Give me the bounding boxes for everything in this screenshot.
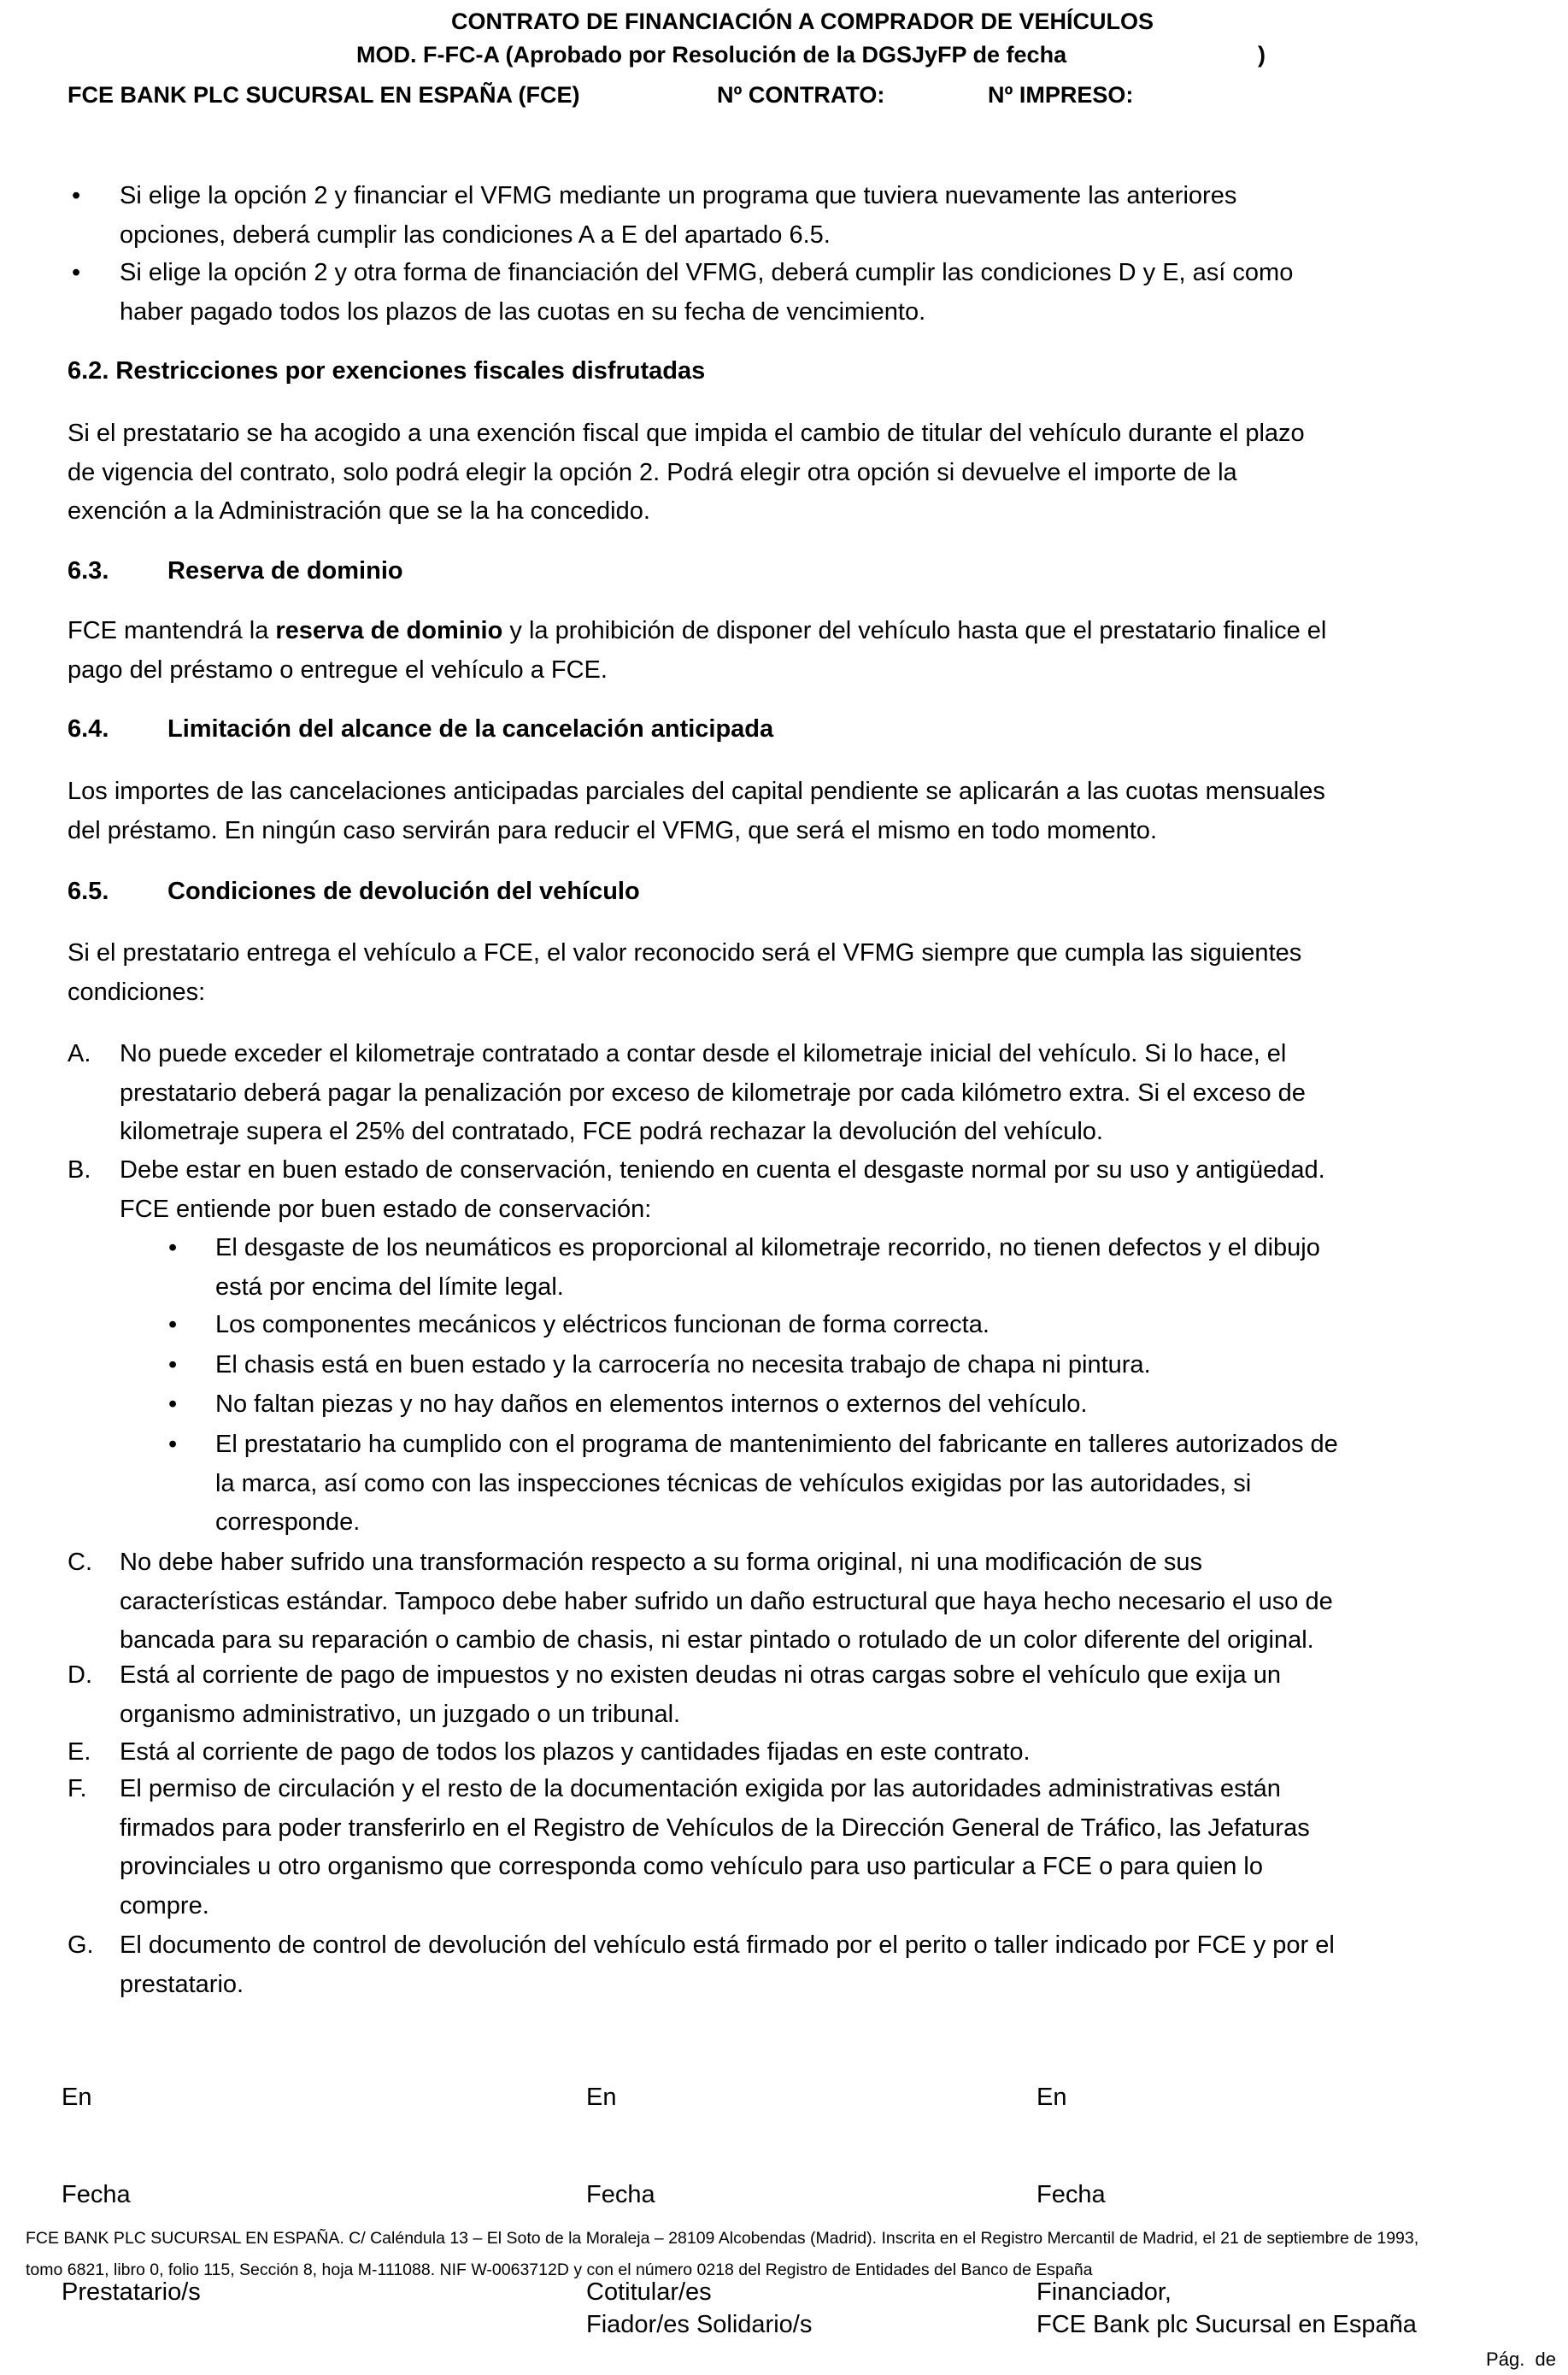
signature-place: En <box>586 2084 617 2111</box>
section-6-4-text: Los importes de las cancelaciones anticipadas parciales del capital pendiente se aplicarán a las cuotas mensuales del préstamo. En ningún caso servirán para reducir el VFMG, que será el mismo en todo momento. <box>68 778 1325 844</box>
footer-legal-line-1: FCE BANK PLC SUCURSAL EN ESPAÑA. C/ Caléndula 13 – El Soto de la Moraleja – 28109 Alcobendas (Madrid). Inscrita en el Registro Mercantil de Madrid, el 21 de septiembre de 1993, <box>26 2229 1419 2248</box>
bullet-item: Si elige la opción 2 y financiar el VFMG mediante un programa que tuviera nuevamente las anteriores opciones, deberá cumplir las condiciones A a E del apartado 6.5. <box>120 182 1237 249</box>
section-6-2-text: Si el prestatario se ha acogido a una exención fiscal que impida el cambio de titular del vehículo durante el plazo de vigencia del contrato, solo podrá elegir la opción 2. Podrá elegir otra opción si devuelve el importe de la exención a la Administración que se la ha concedido. <box>68 420 1305 525</box>
bullet-icon: • <box>168 1431 178 1458</box>
bullet-icon: • <box>168 1234 178 1261</box>
signature-date: Fecha <box>62 2181 131 2208</box>
signature-place: En <box>62 2084 92 2111</box>
signature-role: Cotitular/es Fiador/es Solidario/s <box>586 2278 813 2338</box>
section-6-5-text: Si el prestatario entrega el vehículo a FCE, el valor reconocido será el VFMG siempre que cumpla las siguientes condiciones: <box>68 939 1302 1006</box>
condition-item: No debe haber sufrido una transformación respecto a su forma original, ni una modificación de sus características estándar. Tampoco debe haber sufrido un daño estructural que haya hecho necesario el uso de bancada para su reparación o cambio de chasis, ni estar pintado o rotulado de un color diferente del original. <box>120 1549 1333 1654</box>
print-number-label: Nº IMPRESO: <box>988 82 1134 108</box>
document-subtitle: MOD. F-FC-A (Aprobado por Resolución de la DGSJyFP de fecha <box>356 42 1067 68</box>
document-subtitle-close: ) <box>1258 42 1266 68</box>
sub-bullet-item: No faltan piezas y no hay daños en elementos internos o externos del vehículo. <box>215 1390 1088 1418</box>
bullet-icon: • <box>72 182 81 209</box>
condition-item: Debe estar en buen estado de conservación, teniendo en cuenta el desgaste normal por su uso y antigüedad. FCE entiende por buen estado de conservación: <box>120 1156 1325 1223</box>
condition-item: Está al corriente de pago de impuestos y no existen deudas ni otras cargas sobre el vehículo que exija un organismo administrativo, un juzgado o un tribunal. <box>120 1661 1281 1728</box>
sub-bullet-item: El desgaste de los neumáticos es proporcional al kilometraje recorrido, no tienen defectos y el dibujo está por encima del límite legal. <box>215 1234 1320 1301</box>
bullet-icon: • <box>168 1311 178 1338</box>
bullet-icon: • <box>72 259 81 286</box>
signature-role: Financiador, FCE Bank plc Sucursal en España <box>1037 2278 1417 2338</box>
item-letter: A. <box>68 1040 91 1067</box>
signature-place: En <box>1037 2084 1067 2111</box>
section-6-3-number: 6.3. <box>68 557 109 585</box>
signature-block-borrower <box>62 2016 201 2341</box>
section-6-3-text <box>68 612 1520 690</box>
condition-item: No puede exceder el kilometraje contratado a contar desde el kilometraje inicial del vehículo. Si lo hace, el prestatario deberá pagar la penalización por exceso de kilometraje por cada kilómetro extra. Si el exceso de kilometraje supera el 25% del contratado, FCE podrá rechazar la devolución del vehículo. <box>120 1040 1306 1145</box>
signature-block-financier <box>1037 2016 1417 2373</box>
signature-role: Prestatario/s <box>62 2278 201 2306</box>
bullet-icon: • <box>168 1351 178 1379</box>
sub-bullet-item: El chasis está en buen estado y la carrocería no necesita trabajo de chapa ni pintura. <box>215 1351 1151 1379</box>
section-6-5-heading: Condiciones de devolución del vehículo <box>167 878 640 905</box>
section-6-5-number: 6.5. <box>68 878 109 905</box>
page-number: Pág. de <box>1486 2349 1556 2370</box>
section-6-3-heading: Reserva de dominio <box>167 557 403 585</box>
condition-item: El documento de control de devolución del vehículo está firmado por el perito o taller indicado por FCE y por el prestatario. <box>120 1931 1335 1998</box>
bold-text: reserva de dominio <box>275 617 503 644</box>
bullet-icon: • <box>168 1390 178 1418</box>
entity-name: FCE BANK PLC SUCURSAL EN ESPAÑA (FCE) <box>68 82 580 108</box>
sub-bullet-item: Los componentes mecánicos y eléctricos funcionan de forma correcta. <box>215 1311 990 1338</box>
bullet-item: Si elige la opción 2 y otra forma de financiación del VFMG, deberá cumplir las condiciones D y E, así como haber pagado todos los plazos de las cuotas en su fecha de vencimiento. <box>120 259 1294 326</box>
text: y la prohibición de disponer del vehículo hasta que el prestatario finalice el pago del préstamo o entregue el vehículo a FCE. <box>68 617 1327 684</box>
text: FCE mantendrá la <box>68 617 276 644</box>
contract-number-label: Nº CONTRATO: <box>717 82 885 108</box>
condition-item: El permiso de circulación y el resto de la documentación exigida por las autoridades administrativas están firmados para poder transferirlo en el Registro de Vehículos de la Dirección General de Tráfico, las Jefaturas provinciales u otro organismo que corresponda como vehículo para uso particular a FCE o para quien lo compre. <box>120 1775 1310 1919</box>
item-letter: F. <box>68 1775 87 1802</box>
section-6-4-heading: Limitación del alcance de la cancelación anticipada <box>167 715 774 743</box>
condition-item: Está al corriente de pago de todos los plazos y cantidades fijadas en este contrato. <box>120 1738 1031 1766</box>
sub-bullet-item: El prestatario ha cumplido con el programa de mantenimiento del fabricante en talleres autorizados de la marca, así como con las inspecciones técnicas de vehículos exigidas por las autoridades, si corresponde. <box>215 1431 1338 1536</box>
item-letter: C. <box>68 1549 92 1576</box>
section-6-2-heading: 6.2. Restricciones por exenciones fiscales disfrutadas <box>68 357 706 385</box>
item-letter: D. <box>68 1661 92 1689</box>
signature-date: Fecha <box>1037 2181 1106 2208</box>
item-letter: E. <box>68 1738 91 1766</box>
signature-date: Fecha <box>586 2181 655 2208</box>
signature-block-cotitular <box>586 2016 812 2373</box>
section-6-4-number: 6.4. <box>68 715 109 743</box>
document-title: CONTRATO DE FINANCIACIÓN A COMPRADOR DE VEHÍCULOS <box>450 9 1154 34</box>
footer-legal-line-2: tomo 6821, libro 0, folio 115, Sección 8, hoja M-111088. NIF W-0063712D y con el número 0218 del Registro de Entidades del Banco de España <box>26 2260 1093 2279</box>
item-letter: G. <box>68 1931 94 1959</box>
item-letter: B. <box>68 1156 91 1184</box>
